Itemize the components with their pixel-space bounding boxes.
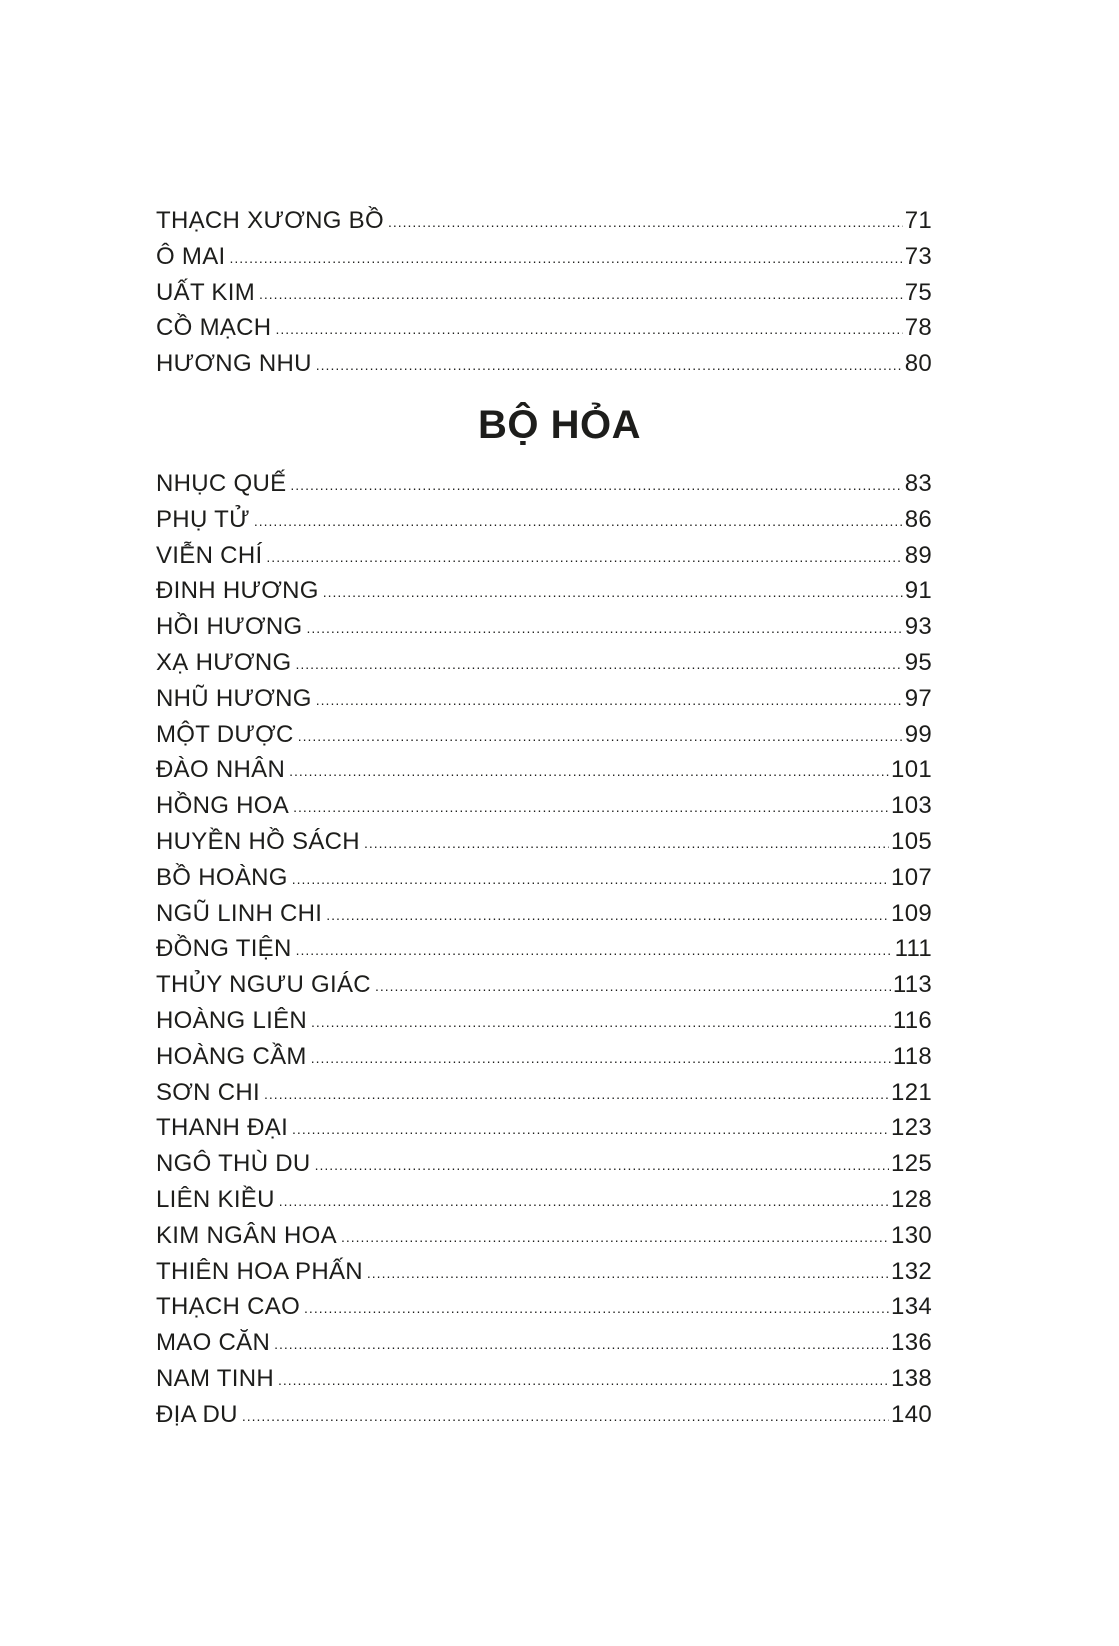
- toc-dot-leader: [323, 584, 903, 600]
- toc-entry-title: THỦY NGƯU GIÁC: [156, 971, 371, 999]
- toc-dot-leader: [315, 1157, 889, 1173]
- toc-dot-leader: [279, 1193, 889, 1209]
- toc-entry-title: XẠ HƯƠNG: [156, 648, 292, 676]
- toc-entry-title: KIM NGÂN HOA: [156, 1221, 337, 1249]
- toc-entry-title: ĐÀO NHÂN: [156, 756, 286, 784]
- toc-entry: [156, 935, 932, 971]
- toc-entry-page: 101: [891, 756, 932, 784]
- toc-entry-page: 103: [891, 792, 932, 820]
- toc-entry: [156, 1401, 932, 1437]
- toc-entry: [156, 1186, 932, 1222]
- toc-entry: [156, 314, 932, 350]
- toc-entry: [156, 1114, 932, 1150]
- toc-entry: [156, 542, 932, 578]
- toc-entry-title: NGÔ THÙ DU: [156, 1150, 311, 1178]
- toc-entry-title: ĐỊA DU: [156, 1400, 238, 1428]
- toc-entry-title: LIÊN KIỀU: [156, 1185, 275, 1213]
- toc-entry-page: 75: [904, 278, 932, 306]
- toc-dot-leader: [242, 1408, 889, 1424]
- toc-entry: [156, 971, 932, 1007]
- toc-entry-title: HOÀNG CẦM: [156, 1042, 307, 1070]
- toc-dot-leader: [259, 286, 903, 302]
- toc-entry: [156, 1365, 932, 1401]
- toc-dot-leader: [304, 1300, 889, 1316]
- toc-entry: [156, 1222, 932, 1258]
- toc-entry: [156, 1258, 932, 1294]
- toc-entry-title: NAM TINH: [156, 1364, 274, 1392]
- toc-entry-page: 136: [891, 1329, 932, 1357]
- toc-entry-page: 118: [892, 1042, 932, 1070]
- toc-entry-page: 123: [891, 1114, 932, 1142]
- toc-dot-leader: [388, 214, 903, 230]
- toc-entry-title: ĐINH HƯƠNG: [156, 577, 319, 605]
- toc-entry-page: 93: [904, 613, 932, 641]
- toc-entry-title: HUYỀN HỒ SÁCH: [156, 827, 360, 855]
- toc-entry: [156, 1043, 932, 1079]
- toc-entry-page: 86: [904, 505, 932, 533]
- toc-entry: [156, 243, 932, 279]
- toc-entry-page: 140: [891, 1400, 932, 1428]
- toc-entry: [156, 279, 932, 315]
- toc-entry-page: 130: [891, 1221, 932, 1249]
- toc-entry-title: ĐỒNG TIỆN: [156, 935, 292, 963]
- toc-entry: [156, 721, 932, 757]
- toc-entry-page: 71: [904, 207, 932, 234]
- toc-entry: [156, 577, 932, 613]
- toc-entry: [156, 864, 932, 900]
- toc-entry-page: 80: [904, 350, 932, 378]
- toc-dot-leader: [375, 978, 891, 994]
- toc-entry-title: Ô MAI: [156, 242, 226, 270]
- toc-entry-page: 132: [891, 1257, 932, 1285]
- toc-entry-title: HOÀNG LIÊN: [156, 1006, 308, 1034]
- toc-list-after: [156, 470, 932, 1437]
- toc-entry-page: 105: [891, 827, 932, 855]
- toc-entry-page: 89: [904, 541, 932, 569]
- toc-dot-leader: [274, 1336, 889, 1352]
- section-title: BỘ HỎA: [478, 403, 641, 447]
- toc-entry-title: MỘT DƯỢC: [156, 720, 294, 748]
- toc-entry: [156, 1329, 932, 1365]
- toc-entry: [156, 350, 932, 386]
- toc-dot-leader: [367, 1265, 889, 1281]
- toc-entry-title: CỒ MẠCH: [156, 314, 272, 342]
- toc-dot-leader: [311, 1014, 891, 1030]
- toc-entry-page: 97: [904, 684, 932, 712]
- toc-dot-leader: [296, 942, 893, 958]
- toc-entry-title: THIÊN HOA PHẤN: [156, 1257, 363, 1285]
- toc-entry: [156, 756, 932, 792]
- toc-dot-leader: [364, 835, 889, 851]
- toc-entry-page: 99: [904, 720, 932, 748]
- toc-dot-leader: [296, 656, 903, 672]
- toc-entry-page: 125: [891, 1150, 932, 1178]
- toc-dot-leader: [264, 1086, 889, 1102]
- toc-dot-leader: [341, 1229, 889, 1245]
- toc-entry-page: 73: [904, 242, 932, 270]
- toc-entry: [156, 649, 932, 685]
- toc-entry: [156, 685, 932, 721]
- toc-entry-title: THẠCH CAO: [156, 1293, 301, 1321]
- toc-entry-title: THẠCH XƯƠNG BỒ: [156, 207, 384, 234]
- toc-entry: [156, 1007, 932, 1043]
- toc-entry-title: NHỤC QUẾ: [156, 470, 287, 497]
- toc-dot-leader: [290, 477, 902, 493]
- toc-entry: [156, 1293, 932, 1329]
- toc-dot-leader: [292, 1121, 889, 1137]
- toc-entry-page: 91: [904, 577, 932, 605]
- toc-dot-leader: [298, 728, 903, 744]
- toc-entry: [156, 900, 932, 936]
- toc-entry-page: 78: [904, 314, 932, 342]
- toc-dot-leader: [254, 513, 903, 529]
- toc-entry-page: 116: [892, 1006, 932, 1034]
- toc-entry-title: THANH ĐẠI: [156, 1114, 289, 1142]
- toc-entry-title: VIỄN CHÍ: [156, 541, 263, 569]
- toc-dot-leader: [289, 763, 889, 779]
- toc-entry-page: 138: [891, 1364, 932, 1392]
- toc-entry-page: 113: [892, 971, 932, 999]
- toc-entry-title: SƠN CHI: [156, 1078, 261, 1106]
- toc-entry-page: 95: [904, 648, 932, 676]
- toc-dot-leader: [275, 321, 902, 337]
- toc-dot-leader: [292, 871, 889, 887]
- toc-entry-title: PHỤ TỬ: [156, 505, 250, 533]
- toc-entry-page: 111: [894, 935, 932, 963]
- toc-dot-leader: [326, 907, 889, 923]
- toc-entry: [156, 470, 932, 506]
- toc-dot-leader: [266, 549, 902, 565]
- toc-dot-leader: [316, 357, 903, 373]
- toc-entry: [156, 506, 932, 542]
- toc-dot-leader: [316, 692, 903, 708]
- toc-entry: [156, 1079, 932, 1115]
- toc-entry-title: HỒI HƯƠNG: [156, 613, 303, 641]
- toc-dot-leader: [293, 799, 889, 815]
- toc-entry: [156, 792, 932, 828]
- toc-entry-title: NHŨ HƯƠNG: [156, 684, 312, 712]
- toc-entry: [156, 828, 932, 864]
- toc-dot-leader: [230, 250, 903, 266]
- toc-entry-title: NGŨ LINH CHI: [156, 899, 323, 927]
- toc-entry-title: HƯƠNG NHU: [156, 350, 312, 378]
- toc-entry-page: 134: [891, 1293, 932, 1321]
- toc-entry-title: HỒNG HOA: [156, 792, 290, 820]
- toc-entry: [156, 207, 932, 243]
- toc-list-before: [156, 207, 932, 386]
- toc-entry-page: 121: [891, 1078, 932, 1106]
- toc-dot-leader: [311, 1050, 891, 1066]
- toc-entry-page: 107: [891, 863, 932, 891]
- toc-dot-leader: [306, 620, 902, 636]
- toc-entry-page: 128: [891, 1185, 932, 1213]
- toc-entry-page: 109: [891, 899, 932, 927]
- toc-entry-title: UẤT KIM: [156, 278, 256, 306]
- toc-dot-leader: [278, 1372, 889, 1388]
- toc-entry-title: MAO CĂN: [156, 1329, 271, 1357]
- toc-entry-page: 83: [904, 470, 932, 497]
- toc-entry-title: BỒ HOÀNG: [156, 863, 288, 891]
- toc-entry: [156, 1150, 932, 1186]
- toc-entry: [156, 613, 932, 649]
